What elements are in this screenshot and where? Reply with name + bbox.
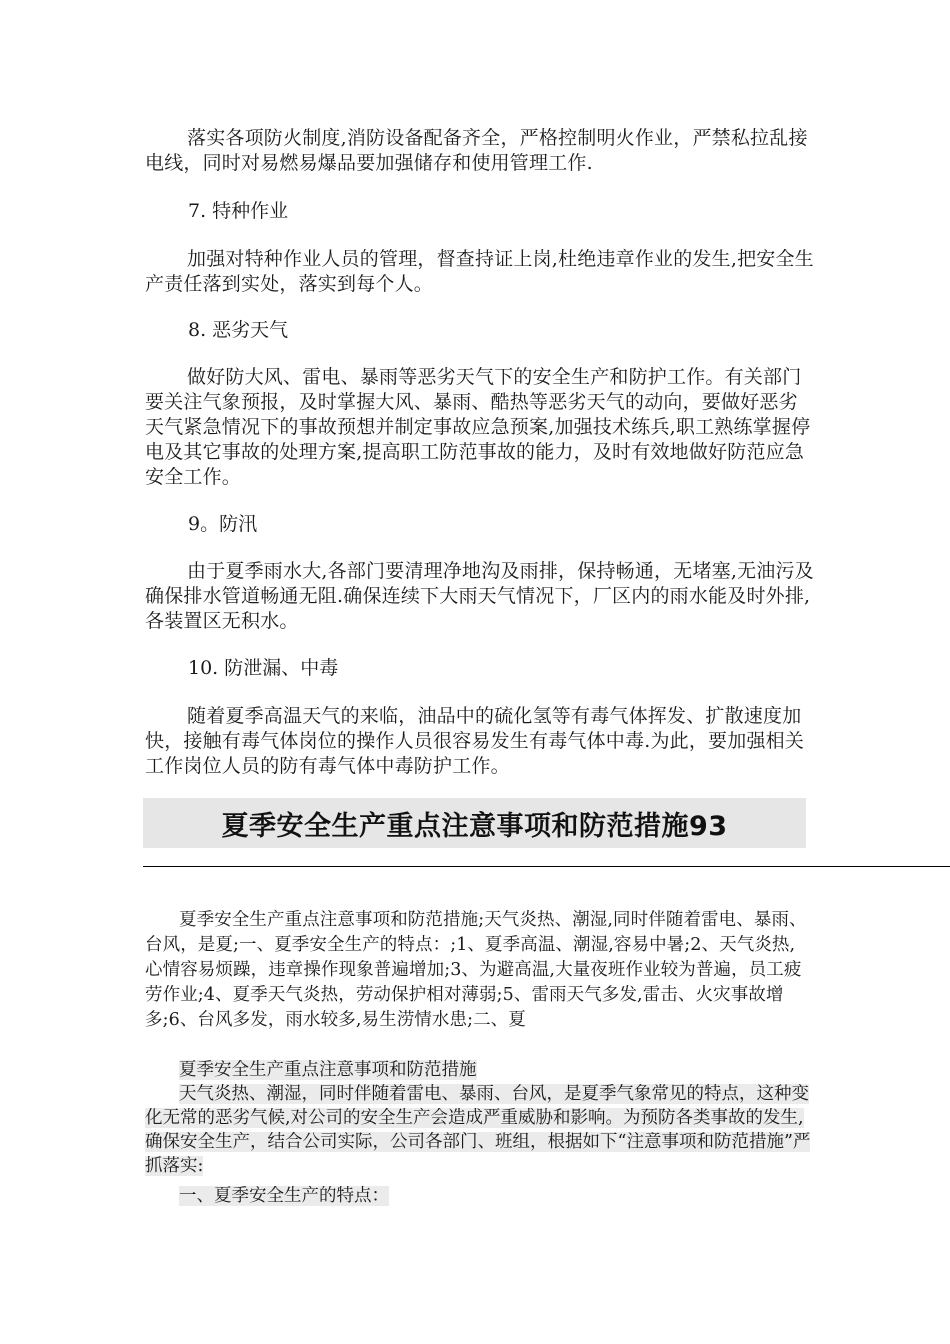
document-title: 夏季安全生产重点注意事项和防范措施93 [221, 810, 728, 842]
highlight-section-one: 一、夏季安全生产的特点： [179, 1186, 389, 1206]
heading-severe-weather: 8. 恶劣天气 [188, 319, 289, 341]
highlight-heading: 夏季安全生产重点注意事项和防范措施 [179, 1060, 477, 1080]
heading-special-operations: 7. 特种作业 [188, 200, 289, 222]
paragraph-leak-poisoning: 随着夏季高温天气的来临，油品中的硫化氢等有毒气体挥发、扩散速度加快，接触有毒气体岗位的操作人员很容易发生有毒气体中毒.为此，要加强相关工作岗位人员的防有毒气体中毒防护工作。 [145, 705, 805, 777]
summary-paragraph: 夏季安全生产重点注意事项和防范措施;天气炎热、潮湿,同时伴随着雷电、暴雨、台风，是夏;一、夏季安全生产的特点：;1、夏季高温、潮湿,容易中暑;2、天气炎热,心情容易烦躁，违章操作现象普遍增加;3、为避高温,大量夜班作业较为普遍，员工疲劳作业;4、夏季天气炎热，劳动保护相对薄弱;5、雷雨天气多发,雷击、火灾事故增多;6、台风多发，雨水较多,易生涝情水患;二、夏 [145, 910, 807, 1030]
highlight-body-line [145, 1082, 813, 1178]
highlight-section-line [145, 1184, 813, 1208]
highlight-body: 天气炎热、潮湿，同时伴随着雷电、暴雨、台风，是夏季气象常见的特点，这种变化无常的恶劣气候,对公司的安全生产会造成严重威胁和影响。为预防各类事故的发生,确保安全生产，结合公司实际，公司各部门、班组，根据如下“注意事项和防范措施”严抓落实: [145, 1084, 811, 1176]
title-divider [143, 866, 950, 867]
heading-leak-poisoning: 10. 防泄漏、中毒 [188, 657, 339, 679]
paragraph-flood-prevention: 由于夏季雨水大,各部门要清理净地沟及雨排，保持畅通，无堵塞,无油污及确保排水管道畅通无阻.确保连续下大雨天气情况下，厂区内的雨水能及时外排,各装置区无积水。 [145, 560, 814, 632]
paragraph-special-operations: 加强对特种作业人员的管理，督查持证上岗,杜绝违章作业的发生,把安全生产责任落到实处，落实到每个人。 [145, 248, 814, 295]
paragraph-fire-safety: 落实各项防火制度,消防设备配备齐全，严格控制明火作业，严禁私拉乱接电线，同时对易燃易爆品要加强储存和使用管理工作. [145, 127, 808, 174]
heading-flood-prevention: 9。防汛 [188, 513, 258, 535]
paragraph-severe-weather: 做好防大风、雷电、暴雨等恶劣天气下的安全生产和防护工作。有关部门要关注气象预报，及时掌握大风、暴雨、酷热等恶劣天气的动向，要做好恶劣天气紧急情况下的事故预想并制定事故应急预案,加强技术练兵,职工熟练掌握停电及其它事故的处理方案,提高职工防范事故的能力，及时有效地做好防范应急安全工作。 [145, 366, 811, 488]
highlight-heading-line [145, 1058, 813, 1082]
document-title-banner [143, 798, 806, 848]
